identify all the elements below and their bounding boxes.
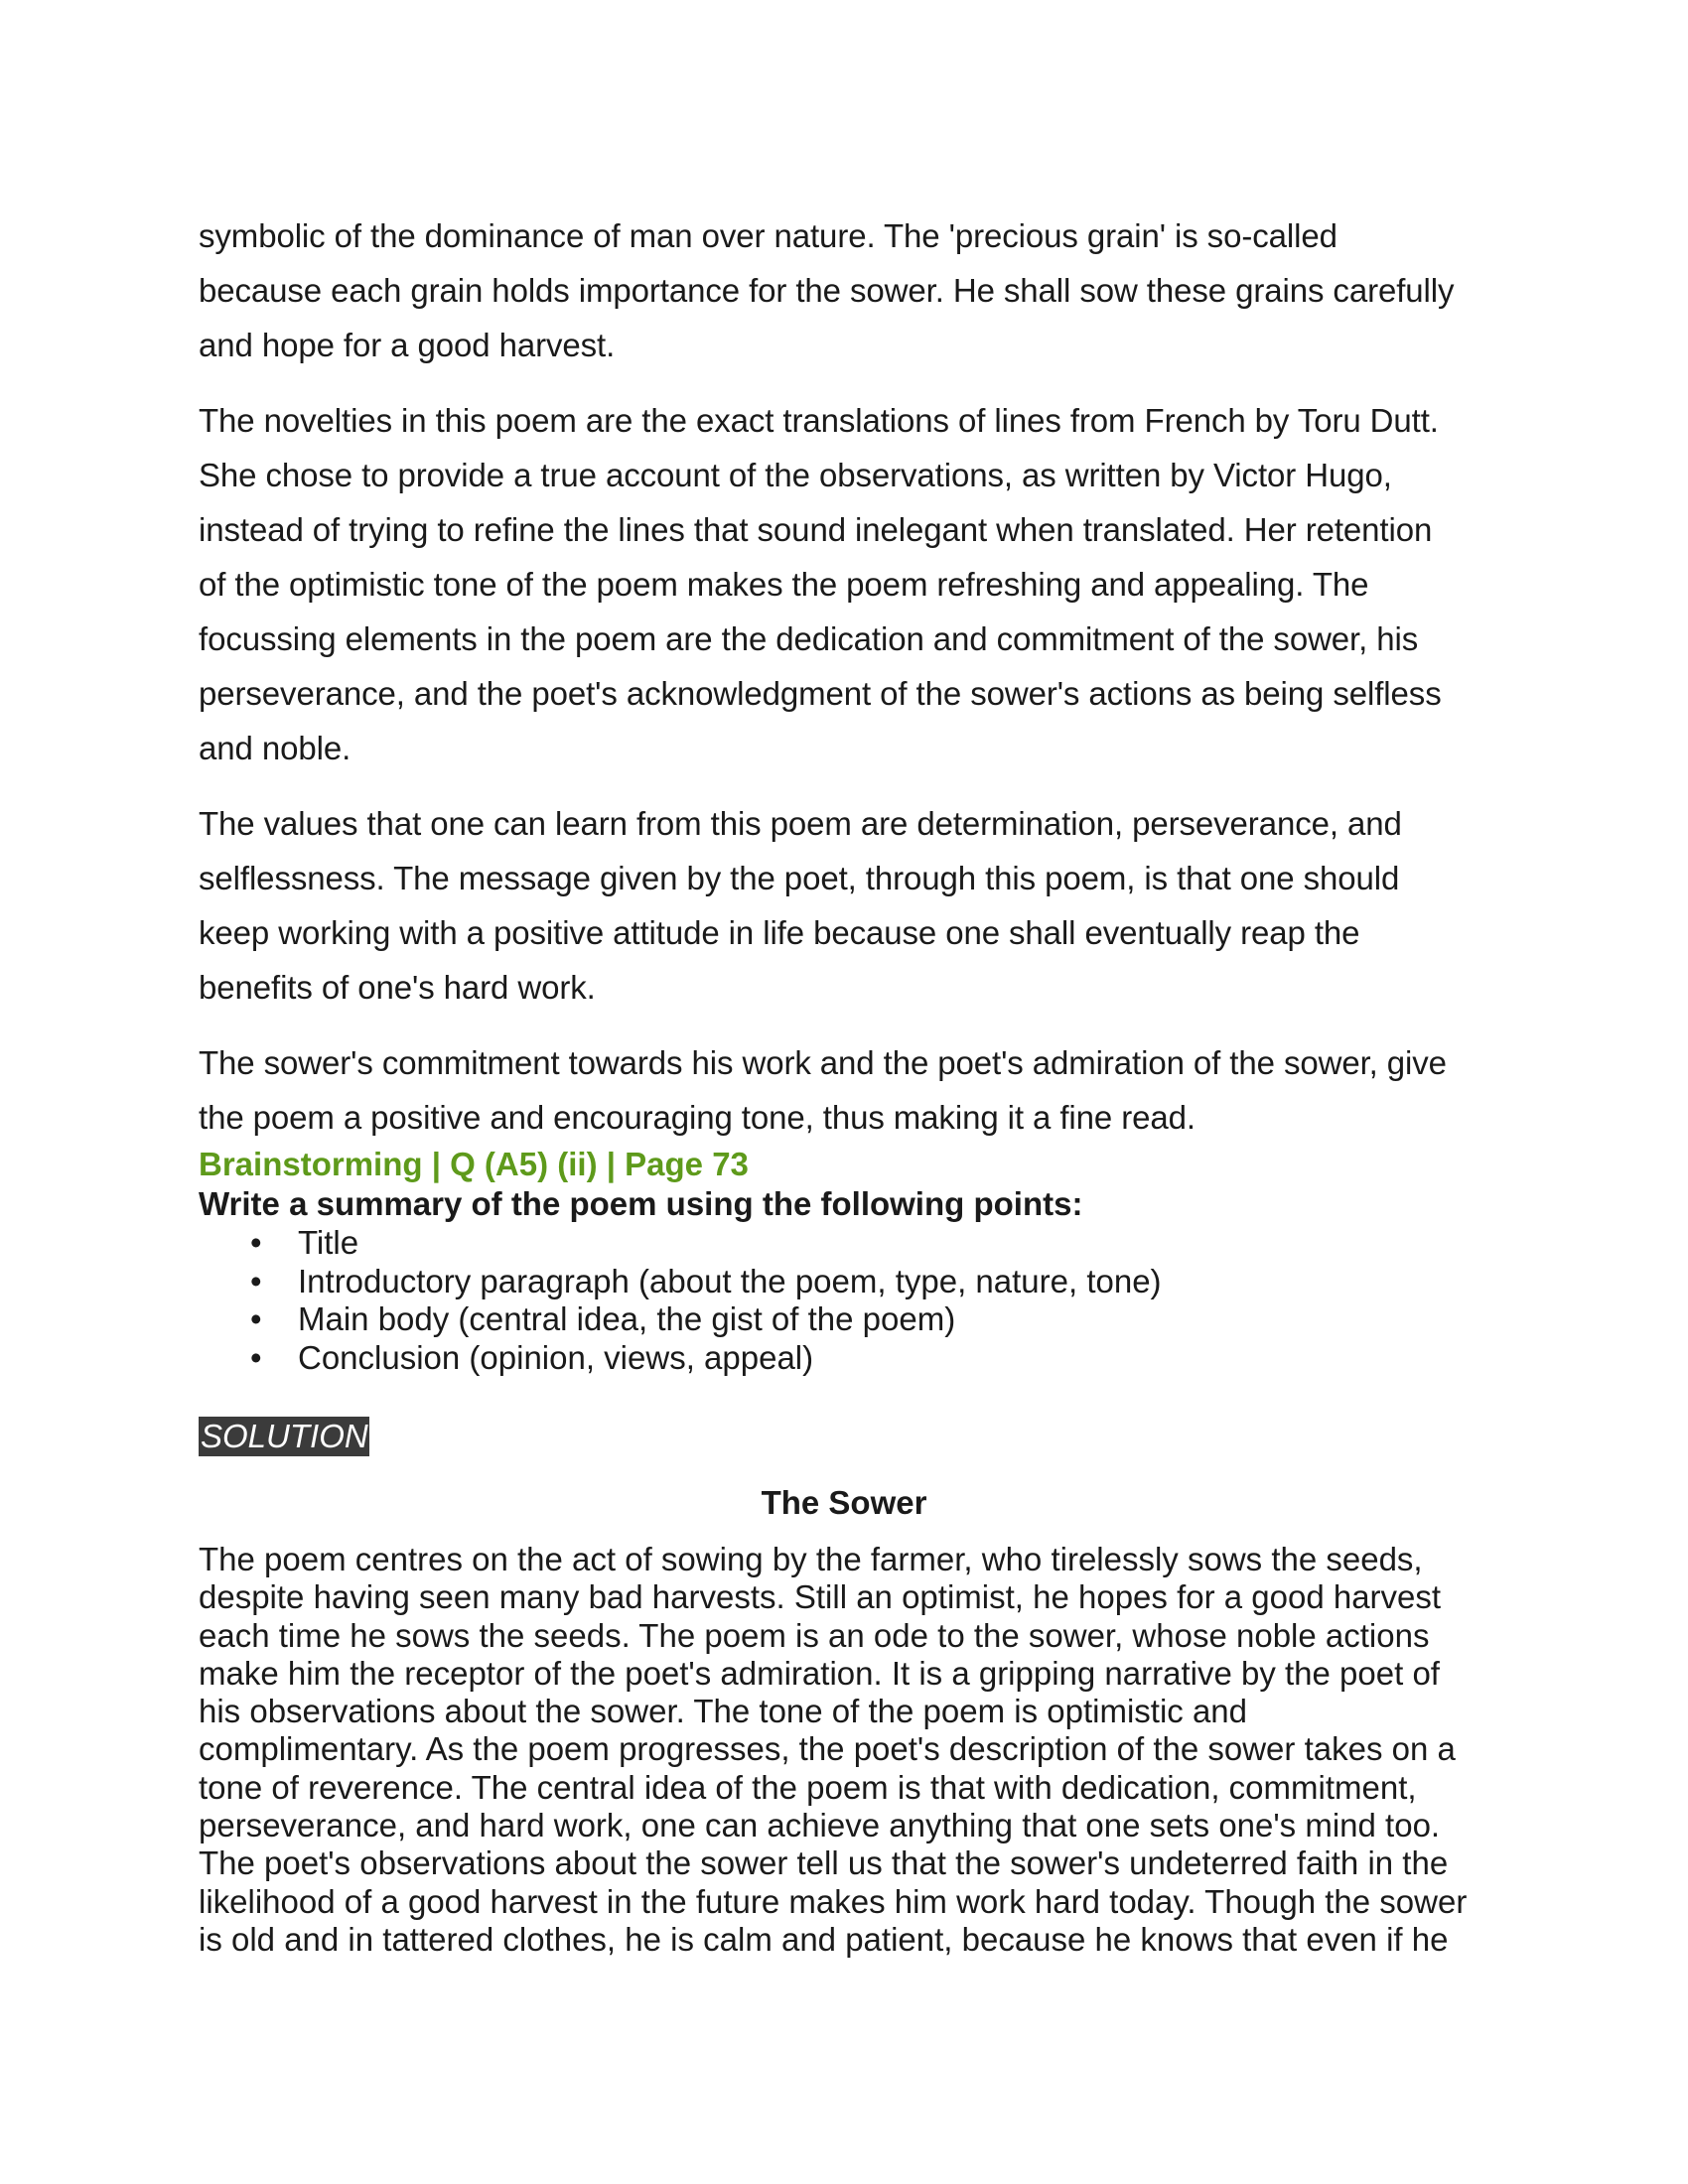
text-line: benefits of one's hard work. (199, 969, 596, 1006)
text-line: The values that one can learn from this poem are determination, perseverance, and (199, 805, 1402, 842)
question-instruction: Write a summary of the poem using the following points: (199, 1185, 1083, 1222)
text-line: each time he sows the seeds. The poem is an ode to the sower, whose noble actions (199, 1616, 1430, 1654)
text-line: perseverance, and the poet's acknowledgment of the sower's actions as being selfless (199, 675, 1442, 712)
text-line: The sower's commitment towards his work and the poet's admiration of the sower, give (199, 1044, 1447, 1081)
text-line: instead of trying to refine the lines that sound inelegant when translated. Her retention (199, 511, 1433, 548)
list-item (199, 1300, 1489, 1339)
summary-points-list (199, 1224, 1489, 1377)
list-item-text: Main body (central idea, the gist of the poem) (298, 1300, 956, 1337)
paragraph-4 (199, 1035, 1489, 1145)
bullet-icon: • (250, 1338, 262, 1376)
list-item-text: Conclusion (opinion, views, appeal) (298, 1338, 814, 1376)
list-item (199, 1339, 1489, 1378)
text-line: because each grain holds importance for the sower. He shall sow these grains carefully (199, 272, 1455, 309)
paragraph-1 (199, 208, 1489, 372)
text-line: The novelties in this poem are the exact translations of lines from French by Toru Dutt. (199, 402, 1439, 439)
text-line: is old and in tattered clothes, he is calm and patient, because he knows that even if he (199, 1920, 1449, 1958)
poem-title: The Sower (761, 1484, 927, 1521)
text-line: make him the receptor of the poet's admiration. It is a gripping narrative by the poet of (199, 1654, 1440, 1692)
list-item (199, 1224, 1489, 1263)
text-line: perseverance, and hard work, one can achieve anything that one sets one's mind too. (199, 1807, 1441, 1844)
text-line: and noble. (199, 730, 352, 766)
text-line: tone of reverence. The central idea of the poem is that with dedication, commitment, (199, 1768, 1417, 1806)
text-line: likelihood of a good harvest in the future makes him work hard today. Though the sower (199, 1882, 1468, 1920)
text-line: focussing elements in the poem are the dedication and commitment of the sower, his (199, 620, 1419, 657)
solution-summary (199, 1541, 1489, 1959)
list-item-text: Title (298, 1224, 359, 1261)
text-line: and hope for a good harvest. (199, 327, 616, 363)
text-line: symbolic of the dominance of man over nature. The 'precious grain' is so-called (199, 217, 1337, 254)
list-item-text: Introductory paragraph (about the poem, type, nature, tone) (298, 1262, 1162, 1299)
solution-badge: SOLUTION (201, 1418, 368, 1454)
list-item (199, 1263, 1489, 1301)
bullet-icon: • (250, 1300, 262, 1337)
bullet-icon: • (250, 1262, 262, 1299)
question-heading: Brainstorming | Q (A5) (ii) | Page 73 (199, 1146, 749, 1182)
paragraph-3 (199, 796, 1489, 1015)
text-line: keep working with a positive attitude in life because one shall eventually reap the (199, 914, 1360, 951)
text-line: complimentary. As the poem progresses, the poet's description of the sower takes on a (199, 1730, 1456, 1768)
text-line: his observations about the sower. The tone of the poem is optimistic and (199, 1693, 1247, 1730)
text-line: The poet's observations about the sower tell us that the sower's undeterred faith in the (199, 1844, 1449, 1882)
text-line: The poem centres on the act of sowing by the farmer, who tirelessly sows the seeds, (199, 1541, 1423, 1577)
document-page (199, 208, 1489, 1959)
text-line: selflessness. The message given by the poet, through this poem, is that one should (199, 860, 1400, 896)
bullet-icon: • (250, 1224, 262, 1261)
text-line: despite having seen many bad harvests. Still an optimist, he hopes for a good harvest (199, 1578, 1442, 1616)
text-line: of the optimistic tone of the poem makes the poem refreshing and appealing. The (199, 566, 1369, 603)
text-line: She chose to provide a true account of the observations, as written by Victor Hugo, (199, 457, 1392, 493)
text-line: the poem a positive and encouraging tone, thus making it a fine read. (199, 1099, 1196, 1136)
paragraph-2 (199, 393, 1489, 775)
